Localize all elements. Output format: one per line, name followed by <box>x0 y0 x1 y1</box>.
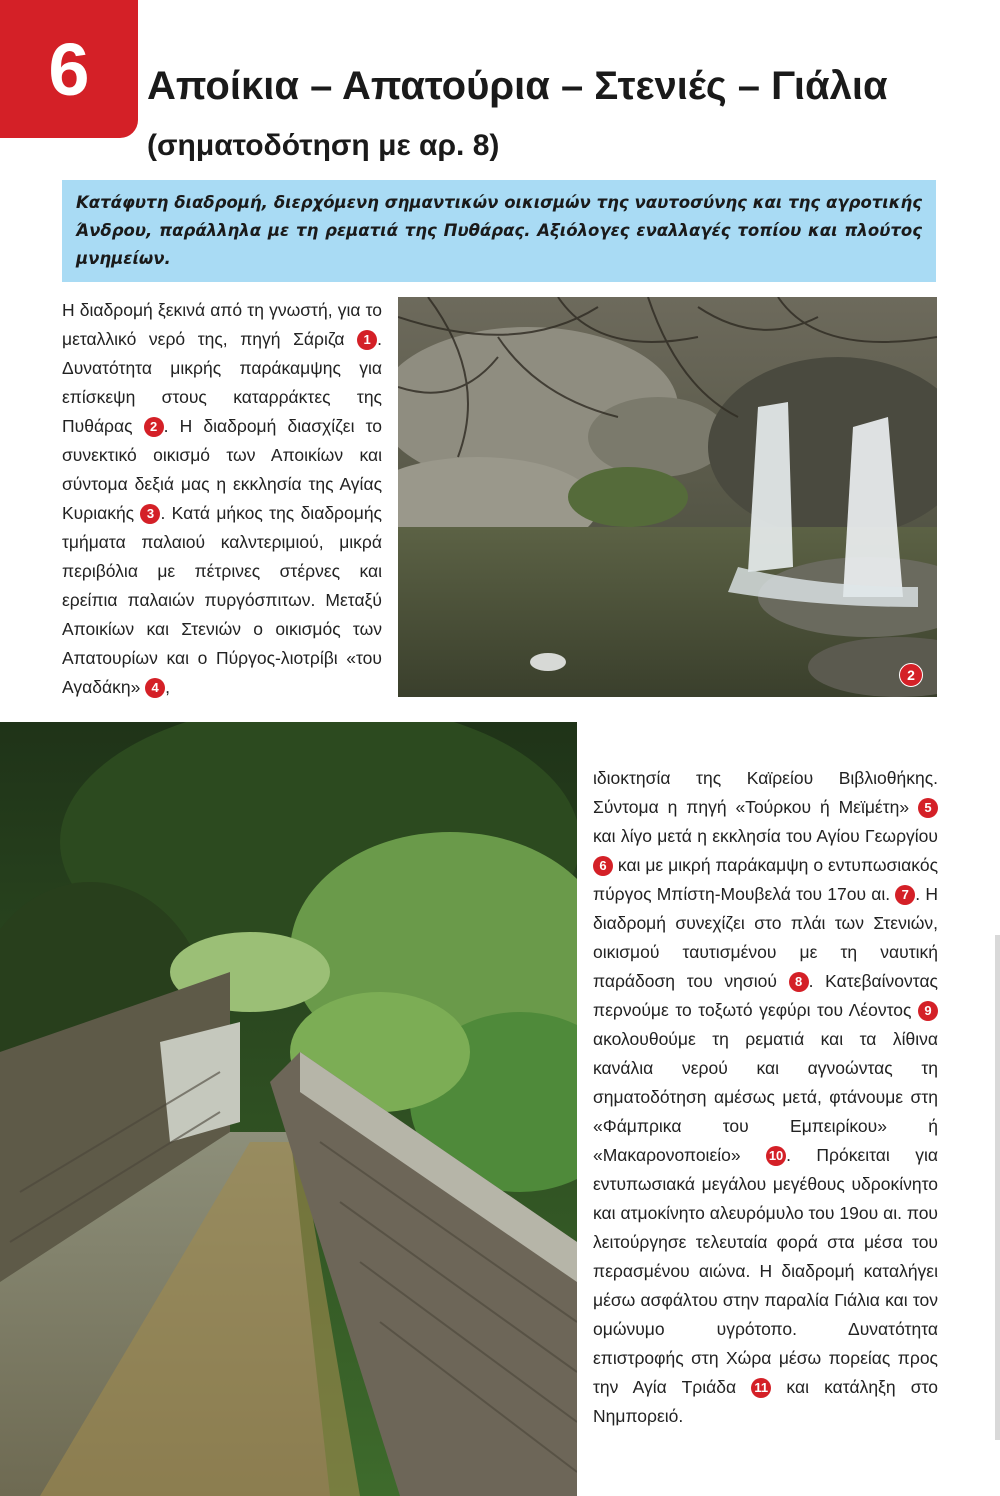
text-segment: . Δυνατότητα μικρής παράκαμψης για επίσκεψη στους καταρράκτες της Πυθάρας <box>62 329 382 436</box>
route-number-badge <box>0 0 138 138</box>
text-segment: . Πρόκειται για εντυπωσιακά μεγάλου μεγέθους υδροκίνητο και ατμοκίνητο αλευρόμυλο του 19ου αι. που λειτούργησε τελευταία φορά στα μέσα του περασμένου αιώνα. Η διαδρομή καταλήγει μέσω ασφάλτου στην παραλία Γιάλια και τον ομώνυμο υγρότοπο. Δυνατότητα επιστροφής στη Χώρα μέσω πορείας προς την Αγία Τριάδα <box>593 1145 939 1397</box>
text-segment: και με μικρή παράκαμψη ο εντυπωσιακός πύργος Μπίστη-Μουβελά του 17ου αι. <box>593 855 938 904</box>
title-subtitle: (σηματοδότηση με αρ. 8) <box>147 129 500 162</box>
waypoint-number: 1 <box>357 330 377 350</box>
route-number: 6 <box>48 27 90 111</box>
waypoint-number: 7 <box>895 885 915 905</box>
waypoint-number: 8 <box>789 972 809 992</box>
left-column-text <box>62 296 382 702</box>
intro-box <box>62 180 936 282</box>
text-segment: Η διαδρομή ξεκινά από τη γνωστή, για το μεταλλικό νερό της, πηγή Σάριζα <box>62 300 382 349</box>
waypoint-number: 3 <box>140 504 160 524</box>
path-illustration <box>0 722 577 1496</box>
waterfall-photo <box>398 297 937 697</box>
text-segment: . Η διαδρομή συνεχίζει στο πλάι των Στενιών, οικισμού ταυτισμένου με τη ναυτική παράδοση του νησιού <box>593 884 938 991</box>
text-segment: . Κατά μήκος της διαδρομής τμήματα παλαιού καλντεριμιού, μικρά περιβόλια με πέτρινες στέρνες και ερείπια παλαιών πυργόσπιτων. Μεταξύ Αποικίων και Στενιών ο οικισμός των Απατουρίων και ο Πύργος-λιοτρίβι «του Αγαδάκη» <box>62 503 382 697</box>
text-segment: και κατάληξη στο Νημπορειό. <box>593 1377 938 1426</box>
cobblestone-path-photo <box>0 722 577 1496</box>
waterfall-illustration <box>398 297 937 697</box>
text-segment: ακολουθούμε τη ρεματιά και τα λίθινα κανάλια νερού και αγνοώντας τη σηματοδότηση αμέσως μετά, φτάνουμε στη «Φάμπρικα του Εμπειρίκου» ή «Μακαρονοποιείο» <box>593 1029 938 1165</box>
waypoint-number: 6 <box>593 856 613 876</box>
waypoint-number: 4 <box>145 678 165 698</box>
text-segment: και λίγο μετά η εκκλησία του Αγίου Γεωργίου <box>593 826 938 846</box>
page-title <box>147 58 987 174</box>
text-segment: , <box>165 677 171 697</box>
text-segment: . Η διαδρομή διασχίζει το συνεκτικό οικισμό των Αποικίων και σύντομα δεξιά μας η εκκλησία της Αγίας Κυριακής <box>62 416 382 523</box>
photo-number-badge: 2 <box>899 663 923 687</box>
page-edge-mark <box>995 935 1000 1440</box>
title-main: Αποίκια – Απατούρια – Στενιές – Γιάλια <box>147 64 888 108</box>
waypoint-number: 5 <box>918 798 938 818</box>
waypoint-number: 10 <box>766 1146 786 1166</box>
text-segment: ιδιοκτησία της Καϊρείου Βιβλιοθήκης. Σύντομα η πηγή «Τούρκου ή Μεϊμέτη» <box>593 768 938 817</box>
text-segment: . Κατεβαίνοντας περνούμε το τοξωτό γεφύρι του Λέοντος <box>593 971 938 1020</box>
intro-text: Κατάφυτη διαδρομή, διερχόμενη σημαντικών οικισμών της ναυτοσύνης και της αγροτικής Άνδρου, παράλληλα με τη ρεματιά της Πυθάρας. Αξιόλογες εναλλαγές τοπίου και πλούτος μνημείων. <box>76 193 922 268</box>
waypoint-number: 11 <box>751 1378 771 1398</box>
waypoint-number: 2 <box>144 417 164 437</box>
waypoint-number: 9 <box>918 1001 938 1021</box>
right-column-text <box>593 764 938 1431</box>
